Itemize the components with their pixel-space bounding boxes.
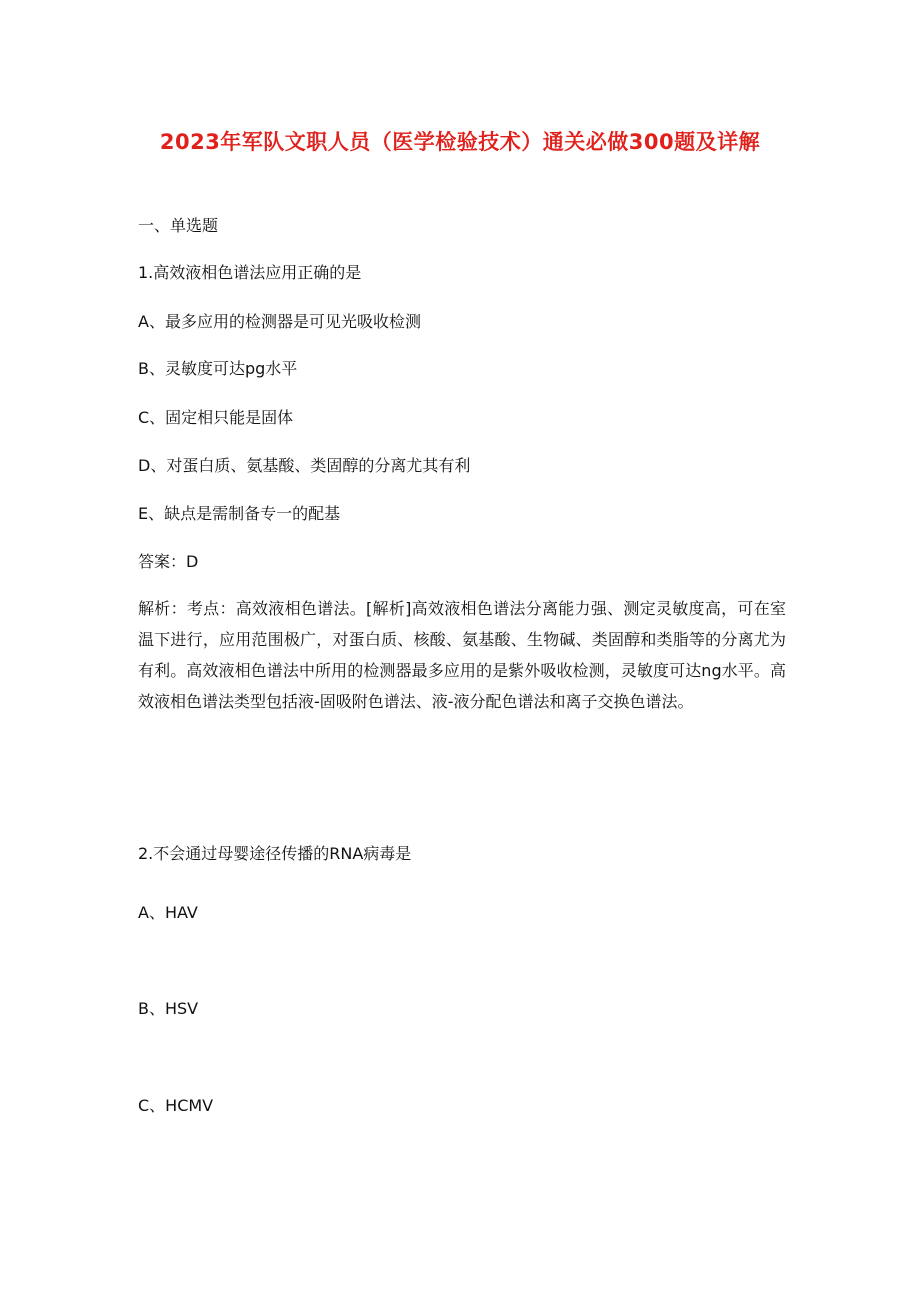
question-2-stem: 2.不会通过母婴途径传播的RNA病毒是 <box>138 844 412 863</box>
section-heading: 一、单选题 <box>138 216 219 235</box>
question-2-option-a: A、HAV <box>138 903 198 922</box>
question-1-explanation: 解析：考点：高效液相色谱法。[解析]高效液相色谱法分离能力强、测定灵敏度高，可在室温下进行，应用范围极广，对蛋白质、核酸、氨基酸、生物碱、类固醇和类脂等的分离尤为有利。高效液相色谱法中所用的检测器最多应用的是紫外吸收检测，灵敏度可达ng水平。高效液相色谱法类型包括液-固吸附色谱法、液-液分配色谱法和离子交换色谱法。 <box>138 599 786 711</box>
question-1-option-b: B、灵敏度可达pg水平 <box>138 359 298 378</box>
question-2-option-c: C、HCMV <box>138 1096 214 1115</box>
question-1-answer: 答案：D <box>138 552 199 571</box>
question-1-option-d: D、对蛋白质、氨基酸、类固醇的分离尤其有利 <box>138 456 471 475</box>
question-1-stem: 1.高效液相色谱法应用正确的是 <box>138 263 362 282</box>
question-2-option-b: B、HSV <box>138 999 199 1018</box>
document-title: 2023年军队文职人员（医学检验技术）通关必做300题及详解 <box>159 130 761 154</box>
question-1-option-c: C、固定相只能是固体 <box>138 408 294 427</box>
question-1-option-e: E、缺点是需制备专一的配基 <box>138 504 341 523</box>
question-1-option-a: A、最多应用的检测器是可见光吸收检测 <box>138 312 421 331</box>
